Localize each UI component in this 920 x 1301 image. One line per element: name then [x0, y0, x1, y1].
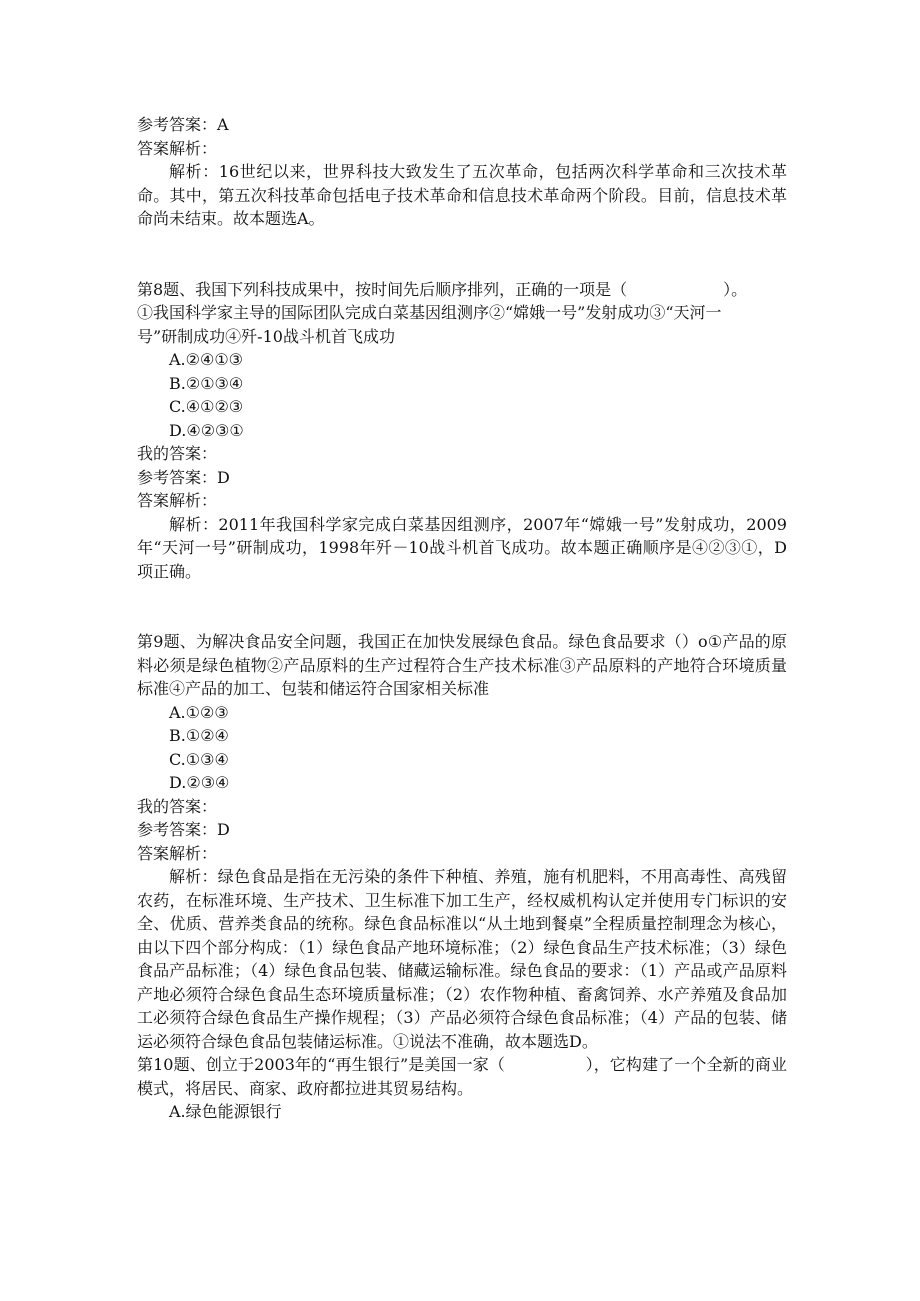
spacer [137, 583, 787, 630]
q8-stem-line1: 第8题、我国下列科技成果中，按时间先后顺序排列，正确的一项是（ ）。 [137, 279, 748, 299]
q10-option-a: A.绿色能源银行 [169, 1102, 282, 1121]
q9-option-c: C.①③④ [169, 749, 229, 769]
q9-option-b: B.①②④ [169, 726, 229, 745]
q9-option-a: A.①②③ [169, 702, 229, 722]
q9-option-d: D.②③④ [169, 773, 230, 792]
q8-stem-line2: ①我国科学家主导的国际团队完成白菜基因组测序②“嫦娥一号”发射成功③“天河一 [137, 303, 722, 322]
q8-ref-answer: 参考答案：D [137, 467, 230, 487]
q8-stem-line3: 号”研制成功④歼-10战斗机首飞成功 [137, 326, 395, 346]
q9-analysis: 解析：绿色食品是指在无污染的条件下种植、养殖，施有机肥料，不用高毒性、高残留农药，在标准环境、生产技术、卫生标准下加工生产，经权威机构认定并使用专门标识的安全、优质、营养类食品的统称。绿色食品标准以“从土地到餐桌”全程质量控制理念为核心，由以下四个部分构成：（1）绿色食品产地环境标准；（2）绿色食品生产技术标准；（3）绿色食品产品标准；（4）绿色食品包装、储藏运输标准。绿色食品的要求：（1）产品或产品原料产地必须符合绿色食品生态环境质量标准；（2）农作物种植、畜禽饲养、水产养殖及食品加工必须符合绿色食品生产操作规程；（3）产品必须符合绿色食品标准；（4）产品的包装、储运必须符合绿色食品包装储运标准。①说法不准确，故本题选D。 [137, 867, 787, 1051]
q9-analysis-label: 答案解析： [137, 843, 218, 863]
q8-option-d: D.④②③① [169, 420, 244, 440]
q8-option-c: C.④①②③ [169, 397, 244, 416]
q8-option-b: B.②①③④ [169, 373, 244, 393]
q8-option-a: A.②④①③ [169, 350, 244, 369]
q7-analysis: 解析：16世纪以来，世界科技大致发生了五次革命，包括两次科学革命和三次技术革命。其中，第五次科技革命包括电子技术革命和信息技术革命两个阶段。目前，信息技术革命尚未结束。故本题选A。 [137, 162, 787, 228]
q8-my-answer: 我的答案： [137, 444, 218, 463]
q9-ref-answer: 参考答案：D [137, 820, 230, 839]
q10-stem: 第10题、创立于2003年的“再生银行”是美国一家（ ），它构建了一个全新的商业模式，将居民、商家、政府都拉进其贸易结构。 [137, 1055, 787, 1098]
q8-analysis-label: 答案解析： [137, 491, 218, 510]
q7-analysis-label: 答案解析： [137, 138, 218, 158]
q7-ref-answer: 参考答案：A [137, 115, 229, 134]
q9-stem: 第9题、为解决食品安全问题，我国正在加快发展绿色食品。绿色食品要求（）o①产品的原料必须是绿色植物②产品原料的生产过程符合生产技术标准③产品原料的产地符合环境质量标准④产品的加工、包装和储运符合国家相关标准 [137, 632, 787, 698]
document-page [137, 113, 787, 1124]
q8-analysis: 解析：2011年我国科学家完成白菜基因组测序，2007年“嫦娥一号”发射成功，2009年“天河一号”研制成功，1998年歼－10战斗机首飞成功。故本题正确顺序是④②③①，D项正确。 [137, 514, 787, 581]
q9-my-answer: 我的答案： [137, 796, 218, 816]
spacer [137, 231, 787, 278]
